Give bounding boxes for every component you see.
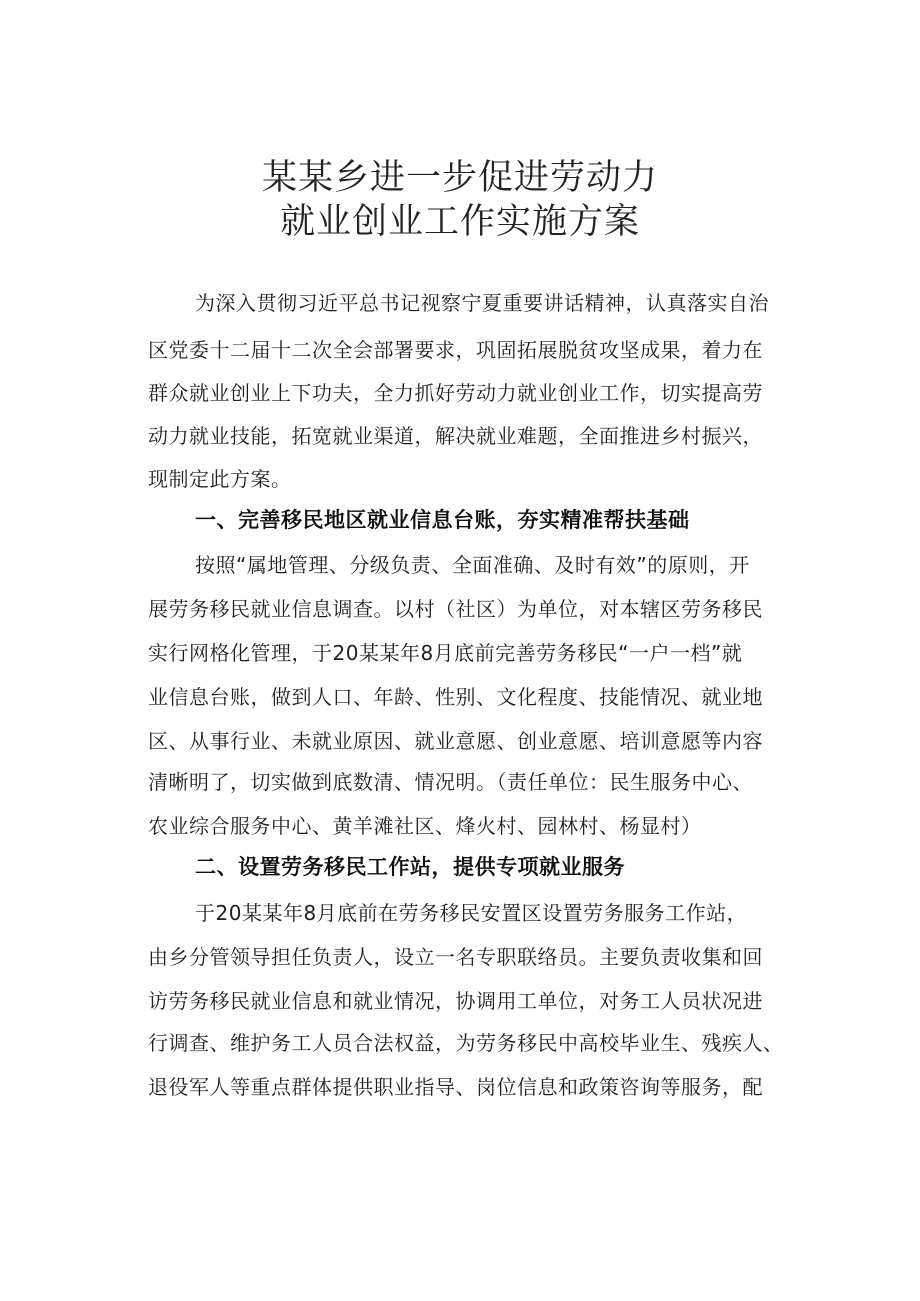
- section-2-line-1: 于20某某年8月底前在劳务移民安置区设置劳务服务工作站，: [195, 901, 748, 925]
- section-2-line-3: 访劳务移民就业信息和就业情况，协调用工单位，对务工人员状况进: [148, 989, 763, 1013]
- intro-line-2: 区党委十二届十二次全会部署要求，巩固拓展脱贫攻坚成果，着力在: [148, 338, 763, 362]
- section-1-line-3: 实行网格化管理，于20某某年8月底前完善劳务移民“一户一档”就: [148, 641, 743, 665]
- intro-line-4: 动力就业技能，拓宽就业渠道，解决就业难题，全面推进乡村振兴，: [148, 424, 763, 448]
- section-2-heading: 二、设置劳务移民工作站，提供专项就业服务: [195, 855, 625, 879]
- section-1-line-1: 按照“属地管理、分级负责、全面准确、及时有效”的原则，开: [195, 553, 750, 577]
- intro-line-1: 为深入贯彻习近平总书记视察宁夏重要讲话精神，认真落实自治: [195, 291, 769, 315]
- intro-line-3: 群众就业创业上下功夫，全力抓好劳动力就业创业工作，切实提高劳: [148, 381, 763, 405]
- section-2-line-2: 由乡分管领导担任负责人，设立一名专职联络员。主要负责收集和回: [148, 945, 763, 969]
- document-title-line-2: 就业创业工作实施方案: [279, 202, 640, 242]
- section-1-line-6: 清晰明了，切实做到底数清、情况明。（责任单位：民生服务中心、: [148, 770, 753, 794]
- document-title-line-1: 某某乡进一步促进劳动力: [261, 158, 658, 198]
- intro-line-5: 现制定此方案。: [148, 467, 292, 491]
- section-1-line-2: 展劳务移民就业信息调查。以村（社区）为单位，对本辖区劳务移民: [148, 597, 763, 621]
- section-2-line-5: 退役军人等重点群体提供职业指导、岗位信息和政策咨询等服务，配: [148, 1075, 763, 1099]
- section-1-line-7: 农业综合服务中心、黄羊滩社区、烽火村、园林村、杨显村）: [148, 814, 702, 838]
- section-1-line-5: 区、从事行业、未就业原因、就业意愿、创业意愿、培训意愿等内容: [148, 729, 763, 753]
- section-2-line-4: 行调查、维护务工人员合法权益，为劳务移民中高校毕业生、残疾人、: [148, 1031, 784, 1055]
- section-1-heading: 一、完善移民地区就业信息台账，夯实精准帮扶基础: [195, 508, 690, 532]
- section-1-line-4: 业信息台账，做到人口、年龄、性别、文化程度、技能情况、就业地: [148, 685, 763, 709]
